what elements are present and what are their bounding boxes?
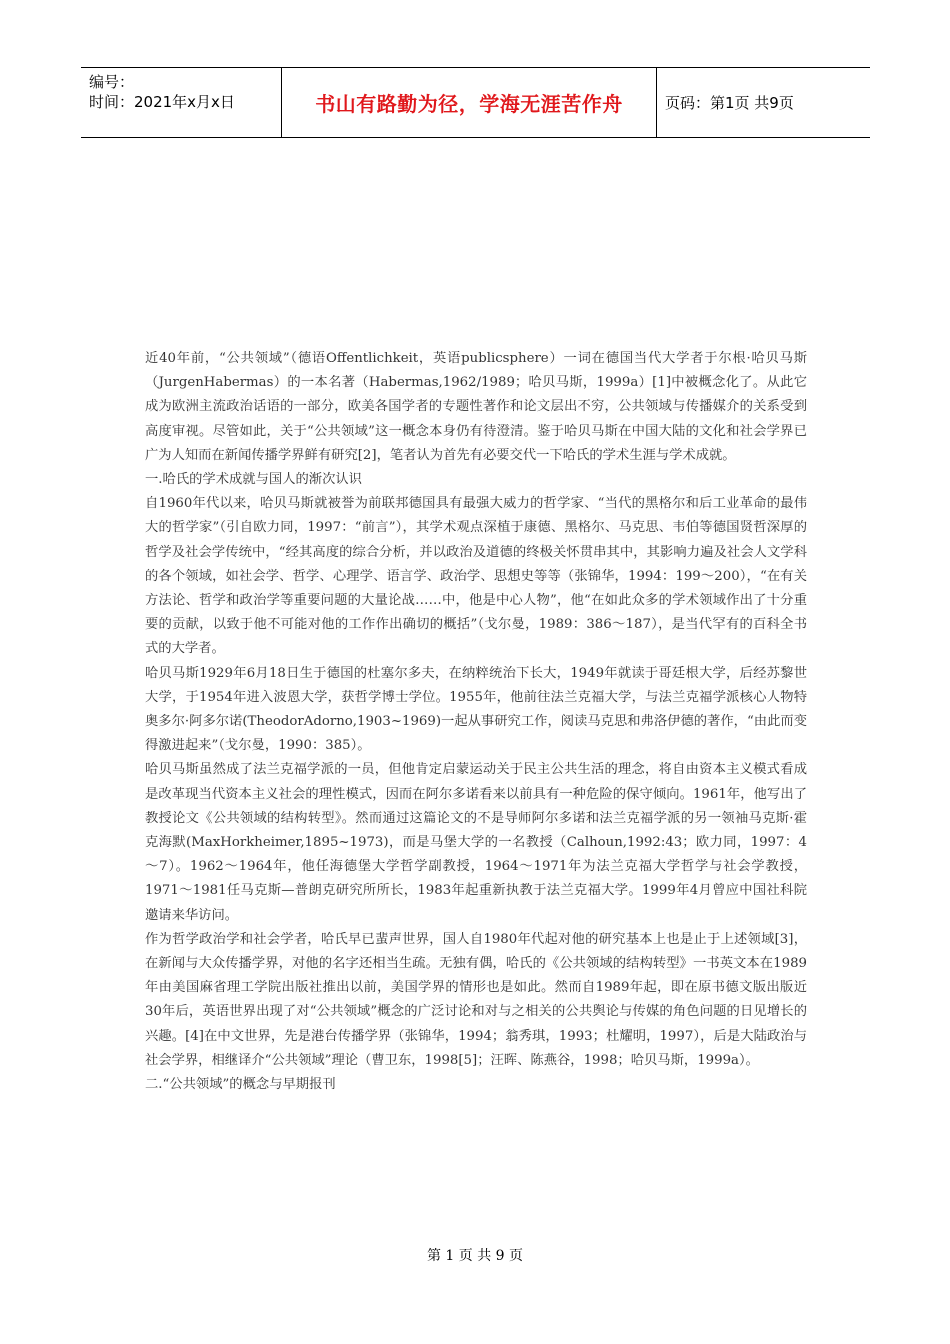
header-meta bbox=[81, 68, 282, 137]
paragraph: 作为哲学政治学和社会学者，哈氏早已蜚声世界，国人自1980年代起对他的研究基本上也是止于上述领域[3]，在新闻与大众传播学界，对他的名字还相当生疏。无独有偶，哈氏的《公共领域的结构转型》一书英文本在1989年由美国麻省理工学院出版社推出以前，美国学界的情形也是如此。然而自1989年起，即在原书德文版出版近30年后，英语世界出现了对“公共领域”概念的广泛讨论和对与之相关的公共舆论与传媒的角色问题的日见增长的兴趣。[4]在中文世界，先是港台传播学界（张锦华，1994；翁秀琪，1993；杜耀明，1997），后是大陆政治与社会学界，相继译介“公共领域”理论（曹卫东，1998[5]；汪晖、陈燕谷，1998；哈贝马斯，1999a）。 bbox=[145, 931, 807, 1068]
paragraph-intro: 近40年前，“公共领域”（德语Offentlichkeit，英语publicsphere）一词在德国当代大学者于尔根·哈贝马斯（JurgenHabermas）的一本名著（Habermas,1962/1989；哈贝马斯，1999a）[1]中被概念化了。从此它成为欧洲主流政治话语的一部分，欧美各国学者的专题性著作和论文层出不穷，公共领域与传播媒介的关系受到高度审视。尽管如此，关于“公共领域”这一概念本身仍有待澄清。鉴于哈贝马斯在中国大陆的文化和社会学界已广为人知而在新闻传播学界鲜有研究[2]，笔者认为首先有必要交代一下哈氏的学术生涯与学术成就。 bbox=[145, 351, 807, 463]
section-heading-1: 一.哈氏的学术成就与国人的渐次认识 bbox=[145, 472, 362, 488]
page-header bbox=[81, 67, 870, 138]
paragraph: 哈贝马斯1929年6月18日生于德国的杜塞尔多夫，在纳粹统治下长大，1949年就读于哥廷根大学，后经苏黎世大学，于1954年进入波恩大学，获哲学博士学位。1955年，他前往法兰克福大学，与法兰克福学派核心人物特奥多尔·阿多尔诺(TheodorAdorno,1903~1969)一起从事研究工作，阅读马克思和弗洛伊德的著作，“由此而变得激进起来”（戈尔曼，1990：385）。 bbox=[145, 665, 807, 754]
paragraph: 自1960年代以来，哈贝马斯就被誉为前联邦德国具有最强大威力的哲学家、“当代的黑格尔和后工业革命的最伟大的哲学家”（引自欧力同，1997：“前言”），其学术观点深植于康德、黑格尔、马克思、韦伯等德国贤哲深厚的哲学及社会学传统中，“经其高度的综合分析，并以政治及道德的终极关怀贯串其中，其影响力遍及社会人文学科的各个领域，如社会学、哲学、心理学、语言学、政治学、思想史等等（张锦华，1994：199～200），“在有关方法论、哲学和政治学等重要问题的大量论战……中，他是中心人物”，他“在如此众多的学术领域作出了十分重要的贡献，以致于他不可能对他的工作作出确切的概括”（戈尔曼，1989：386～187），是当代罕有的百科全书式的大学者。 bbox=[145, 496, 807, 657]
number-label: 编号： bbox=[89, 73, 135, 91]
page-footer: 第 1 页 共 9 页 bbox=[426, 1248, 524, 1264]
section-heading-2: 二.“公共领域”的概念与早期报刊 bbox=[145, 1077, 336, 1093]
document-body bbox=[145, 347, 807, 1097]
date-label: 时间：2021年x月x日 bbox=[89, 93, 235, 111]
header-page-info: 页码：第1页 共9页 bbox=[665, 94, 794, 112]
header-motto: 书山有路勤为径，学海无涯苦作舟 bbox=[282, 68, 657, 137]
paragraph: 哈贝马斯虽然成了法兰克福学派的一员，但他肯定启蒙运动关于民主公共生活的理念，将自由资本主义模式看成是改革现当代资本主义社会的理性模式，因而在阿尔多诺看来以前具有一种危险的保守倾向。1961年，他写出了教授论文《公共领域的结构转型》。然而通过这篇论文的不是导师阿尔多诺和法兰克福学派的另一领袖马克斯·霍克海默(MaxHorkheimer,1895~1973)，而是马堡大学的一名教授（Calhoun,1992:43；欧力同，1997：4～7）。1962～1964年，他任海德堡大学哲学副教授，1964～1971年为法兰克福大学哲学与社会学教授，1971～1981任马克斯—普朗克研究所所长，1983年起重新执教于法兰克福大学。1999年4月曾应中国社科院邀请来华访问。 bbox=[145, 762, 807, 923]
